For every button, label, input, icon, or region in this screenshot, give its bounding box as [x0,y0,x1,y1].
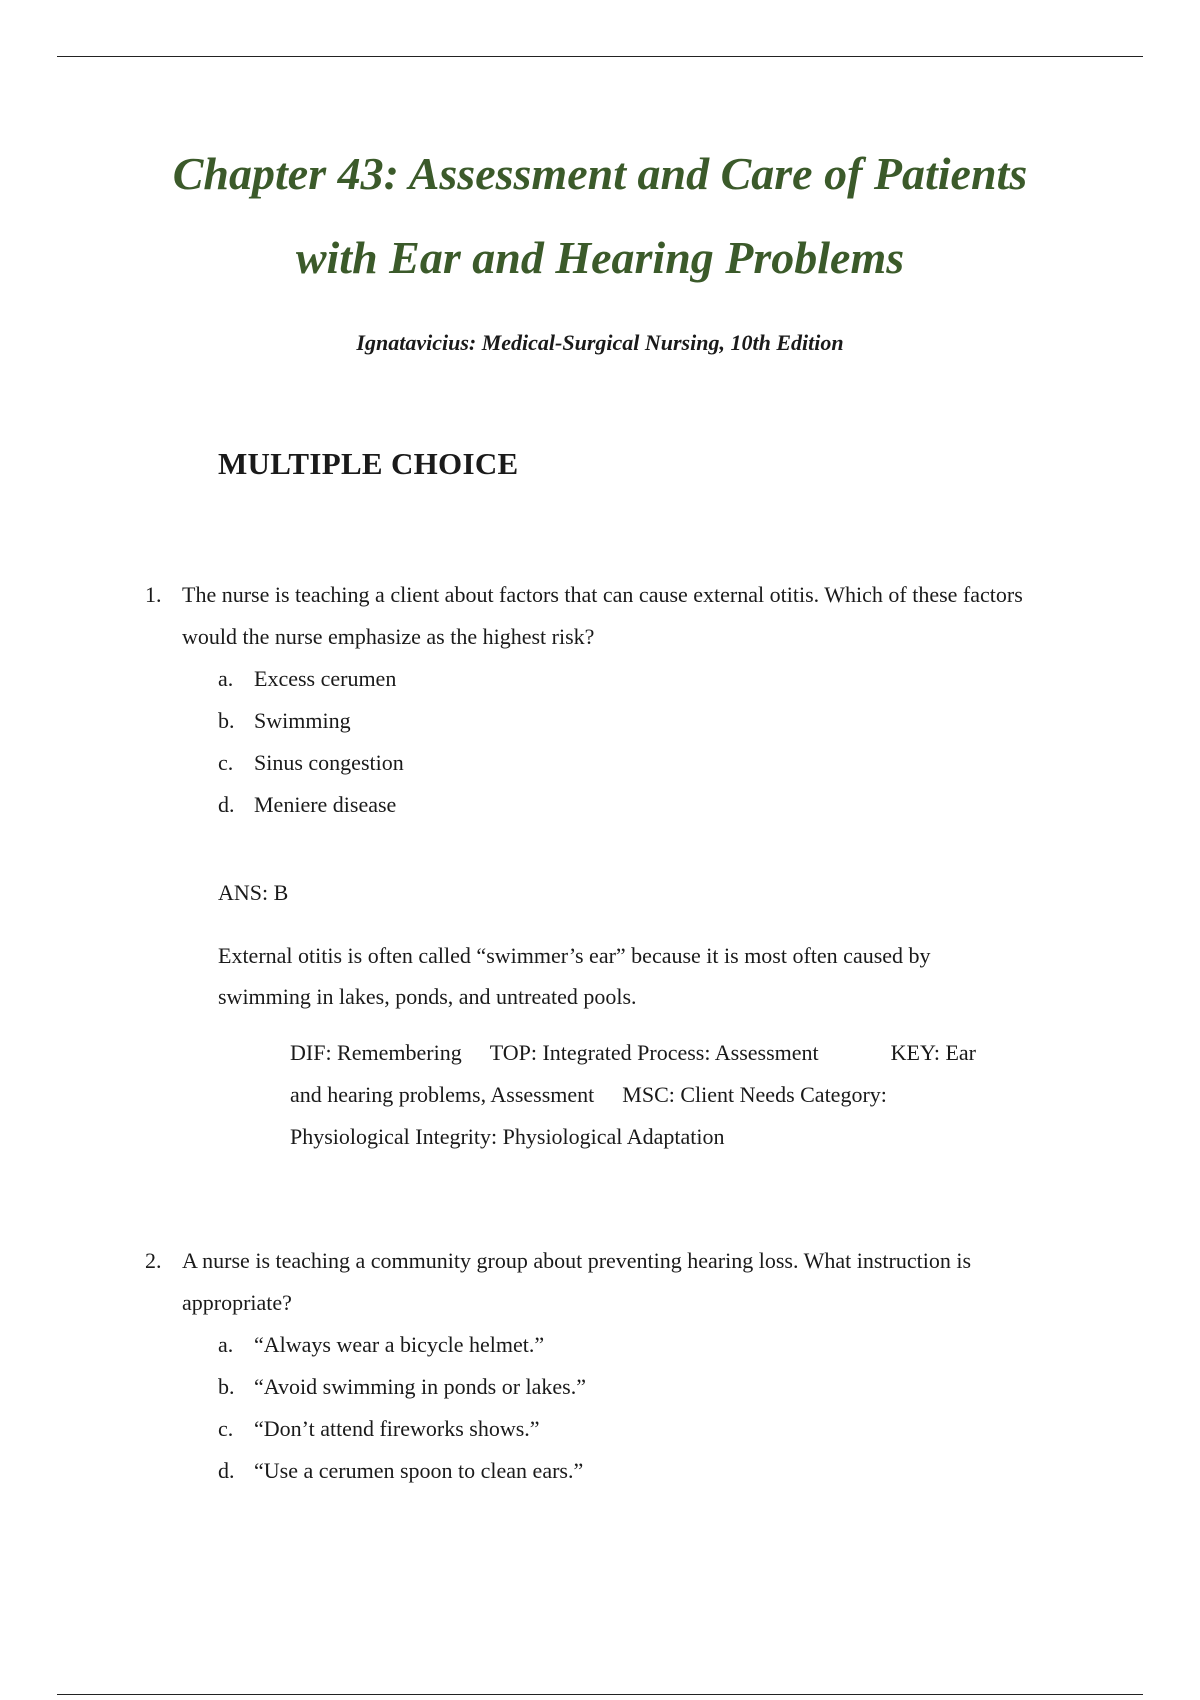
book-subtitle: Ignatavicius: Medical-Surgical Nursing, 10th Edition [356,330,844,355]
key-label-start: KEY: Ear [890,1040,976,1065]
option-letter: a. [218,1332,234,1357]
option-text: Sinus congestion [254,750,404,775]
top-rule [57,56,1143,57]
metadata-row-2 [290,1074,1050,1116]
msc-label-start: MSC: Client Needs Category: [622,1082,887,1107]
option-b [218,1366,1045,1408]
option-c [218,742,1045,784]
question-text: A nurse is teaching a community group about preventing hearing loss. What instruction is appropriate? [182,1248,972,1315]
option-c [218,1408,1045,1450]
option-d [218,784,1045,826]
metadata-row-3 [290,1116,1050,1158]
answer-key: ANS: B [218,880,289,905]
option-letter: c. [218,750,234,775]
option-text: “Use a cerumen spoon to clean ears.” [254,1458,584,1483]
difficulty-label: DIF: Remembering [290,1040,462,1065]
option-text: “Always wear a bicycle helmet.” [254,1332,545,1357]
chapter-title [0,132,1200,300]
option-d [218,1450,1045,1492]
chapter-title-line-1: Chapter 43: Assessment and Care of Patients [172,148,1028,199]
option-b [218,700,1045,742]
topic-label: TOP: Integrated Process: Assessment [489,1040,819,1065]
option-letter: d. [218,1458,235,1483]
option-text: Meniere disease [254,792,397,817]
option-letter: d. [218,792,235,817]
option-list [218,1324,1045,1492]
option-a [218,658,1045,700]
section-heading: MULTIPLE CHOICE [218,446,519,481]
option-list [218,658,1045,826]
option-text: Excess cerumen [254,666,397,691]
question-stem [145,574,1045,658]
question-text: The nurse is teaching a client about factors that can cause external otitis. Which of these factors would the nurse emphasize as the highest risk? [182,582,1023,649]
option-letter: b. [218,1374,235,1399]
option-text: “Avoid swimming in ponds or lakes.” [254,1374,586,1399]
question-stem [145,1240,1045,1324]
chapter-title-line-2: with Ear and Hearing Problems [295,232,905,283]
question-metadata [290,1032,1050,1158]
key-label-end: and hearing problems, Assessment [290,1082,595,1107]
metadata-row-1 [290,1032,1050,1074]
option-text: Swimming [254,708,351,733]
question-number: 1. [145,582,162,607]
option-letter: c. [218,1416,234,1441]
option-text: “Don’t attend fireworks shows.” [254,1416,540,1441]
option-letter: a. [218,666,234,691]
option-letter: b. [218,708,235,733]
option-a [218,1324,1045,1366]
bottom-rule [57,1694,1143,1695]
msc-label-end: Physiological Integrity: Physiological Adaptation [290,1124,725,1149]
question-1 [145,574,1045,826]
question-number: 2. [145,1248,162,1273]
question-2 [145,1240,1045,1492]
answer-rationale: External otitis is often called “swimmer’s ear” because it is most often caused by swimming in lakes, ponds, and untreated pools. [218,943,931,1009]
